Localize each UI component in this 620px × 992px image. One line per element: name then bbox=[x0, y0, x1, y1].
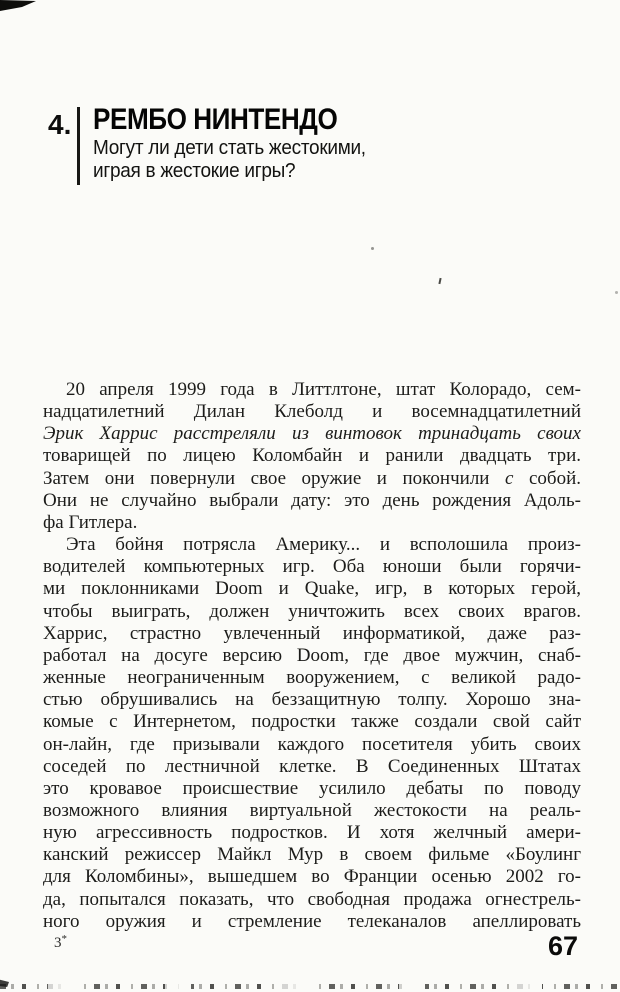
body-line bbox=[43, 844, 581, 866]
body-line bbox=[43, 800, 581, 822]
chapter-heading-text bbox=[93, 103, 380, 183]
body-text-segment: да, попытался показать, что свободная продажа огнестрель- bbox=[43, 888, 581, 910]
scan-speck bbox=[615, 291, 618, 294]
body-line bbox=[43, 445, 581, 467]
chapter-subtitle-line: играя в жестокие игры? bbox=[93, 160, 296, 182]
body-text-segment: работал на досуге версию Doom, где двое мужчин, снаб- bbox=[43, 644, 581, 666]
body-text-segment: комые с Интернетом, подростки также создали свой сайт bbox=[43, 711, 581, 733]
page-number: 67 bbox=[547, 931, 578, 961]
body-line bbox=[43, 401, 581, 423]
body-line bbox=[43, 468, 581, 490]
body-text-segment: Они не случайно выбрали дату: это день рождения Адоль- bbox=[43, 489, 581, 511]
body-text-segment: женные неограниченным вооружением, с великой радо- bbox=[43, 667, 581, 689]
scan-speck bbox=[438, 278, 441, 284]
chapter-subtitle bbox=[93, 137, 366, 183]
body-text-segment: соседей по лестничной клетке. В Соединенных Штатах bbox=[43, 755, 581, 777]
body-text-segment: чтобы выиграть, должен уничтожить всех своих врагов. bbox=[43, 600, 581, 622]
body-line bbox=[43, 490, 581, 512]
body-text-segment: Затем они повернули свое оружие и покончили bbox=[43, 467, 506, 489]
body-text-segment: возможного влияния виртуальной жестокости на реаль- bbox=[43, 799, 581, 821]
body-line bbox=[43, 645, 581, 667]
printer-signature-mark: 3* bbox=[54, 933, 67, 951]
chapter-heading bbox=[48, 103, 381, 185]
body-text-segment: ми поклонниками Doom и Quake, игр, в которых герой, bbox=[43, 578, 581, 600]
body-text-segment: водителей компьютерных игр. Оба юноши были горячи- bbox=[43, 556, 581, 578]
scan-noise-strip bbox=[0, 984, 620, 989]
body-line bbox=[43, 711, 581, 733]
body-text-italic-segment: с bbox=[505, 467, 514, 489]
body-text-segment: это кровавое происшествие усилило дебаты по поводу bbox=[43, 777, 581, 799]
body-line bbox=[43, 623, 581, 645]
body-text-segment: товарищей по лицею Коломбайн и ранили двадцать три. bbox=[43, 445, 581, 467]
chapter-title: РЕМБО НИНТЕНДО bbox=[93, 103, 338, 136]
body-line bbox=[43, 734, 581, 756]
body-text-italic-segment: Эрик Харрис расстреляли из винтовок тринадцать своих bbox=[43, 423, 581, 445]
body-text-segment: Харрис, страстно увлеченный информатикой, даже раз- bbox=[43, 622, 581, 644]
body-line bbox=[43, 911, 581, 933]
body-line bbox=[43, 667, 581, 689]
chapter-subtitle-line: Могут ли дети стать жестокими, bbox=[93, 137, 367, 159]
body-line bbox=[43, 379, 581, 401]
body-line bbox=[43, 578, 581, 600]
chapter-divider-rule bbox=[77, 107, 80, 185]
body-text-segment: ную агрессивность подростков. И хотя желчный амери- bbox=[43, 822, 581, 844]
body-text-segment: стью обрушивались на беззащитную толпу. Хорошо зна- bbox=[43, 689, 581, 711]
body-text-segment: Эта бойня потрясла Америку... и всполошила произ- bbox=[66, 534, 581, 556]
body-line bbox=[43, 778, 581, 800]
body-text-segment: ного оружия и стремление телеканалов апеллировать bbox=[43, 910, 581, 932]
body-text-segment: 20 апреля 1999 года в Литтлтоне, штат Колорадо, сем- bbox=[66, 379, 581, 400]
body-text-segment: канский режиссер Майкл Мур в своем фильме «Боулинг bbox=[43, 844, 581, 866]
body-line bbox=[43, 512, 581, 534]
body-line bbox=[43, 889, 581, 911]
body-text bbox=[43, 379, 581, 933]
body-line bbox=[43, 689, 581, 711]
body-line bbox=[43, 601, 581, 623]
body-line bbox=[43, 866, 581, 888]
chapter-number: 4. bbox=[48, 109, 72, 140]
body-line bbox=[43, 822, 581, 844]
scan-speck bbox=[371, 247, 374, 250]
body-text-segment: он-лайн, где призывали каждого посетителя убить своих bbox=[43, 733, 581, 755]
body-text-segment: надцатилетний Дилан Клеболд и восемнадцатилетний bbox=[43, 401, 581, 423]
body-text-segment: фа Гитлера. bbox=[43, 511, 138, 533]
scan-artifact-corner-wedge bbox=[0, 0, 38, 12]
body-line bbox=[43, 756, 581, 778]
body-text-segment: собой. bbox=[513, 467, 581, 489]
body-line bbox=[43, 423, 581, 445]
body-text-segment: для Коломбины», вышедшем во Франции осенью 2002 го- bbox=[43, 866, 581, 888]
body-line bbox=[43, 556, 581, 578]
body-line bbox=[43, 534, 581, 556]
